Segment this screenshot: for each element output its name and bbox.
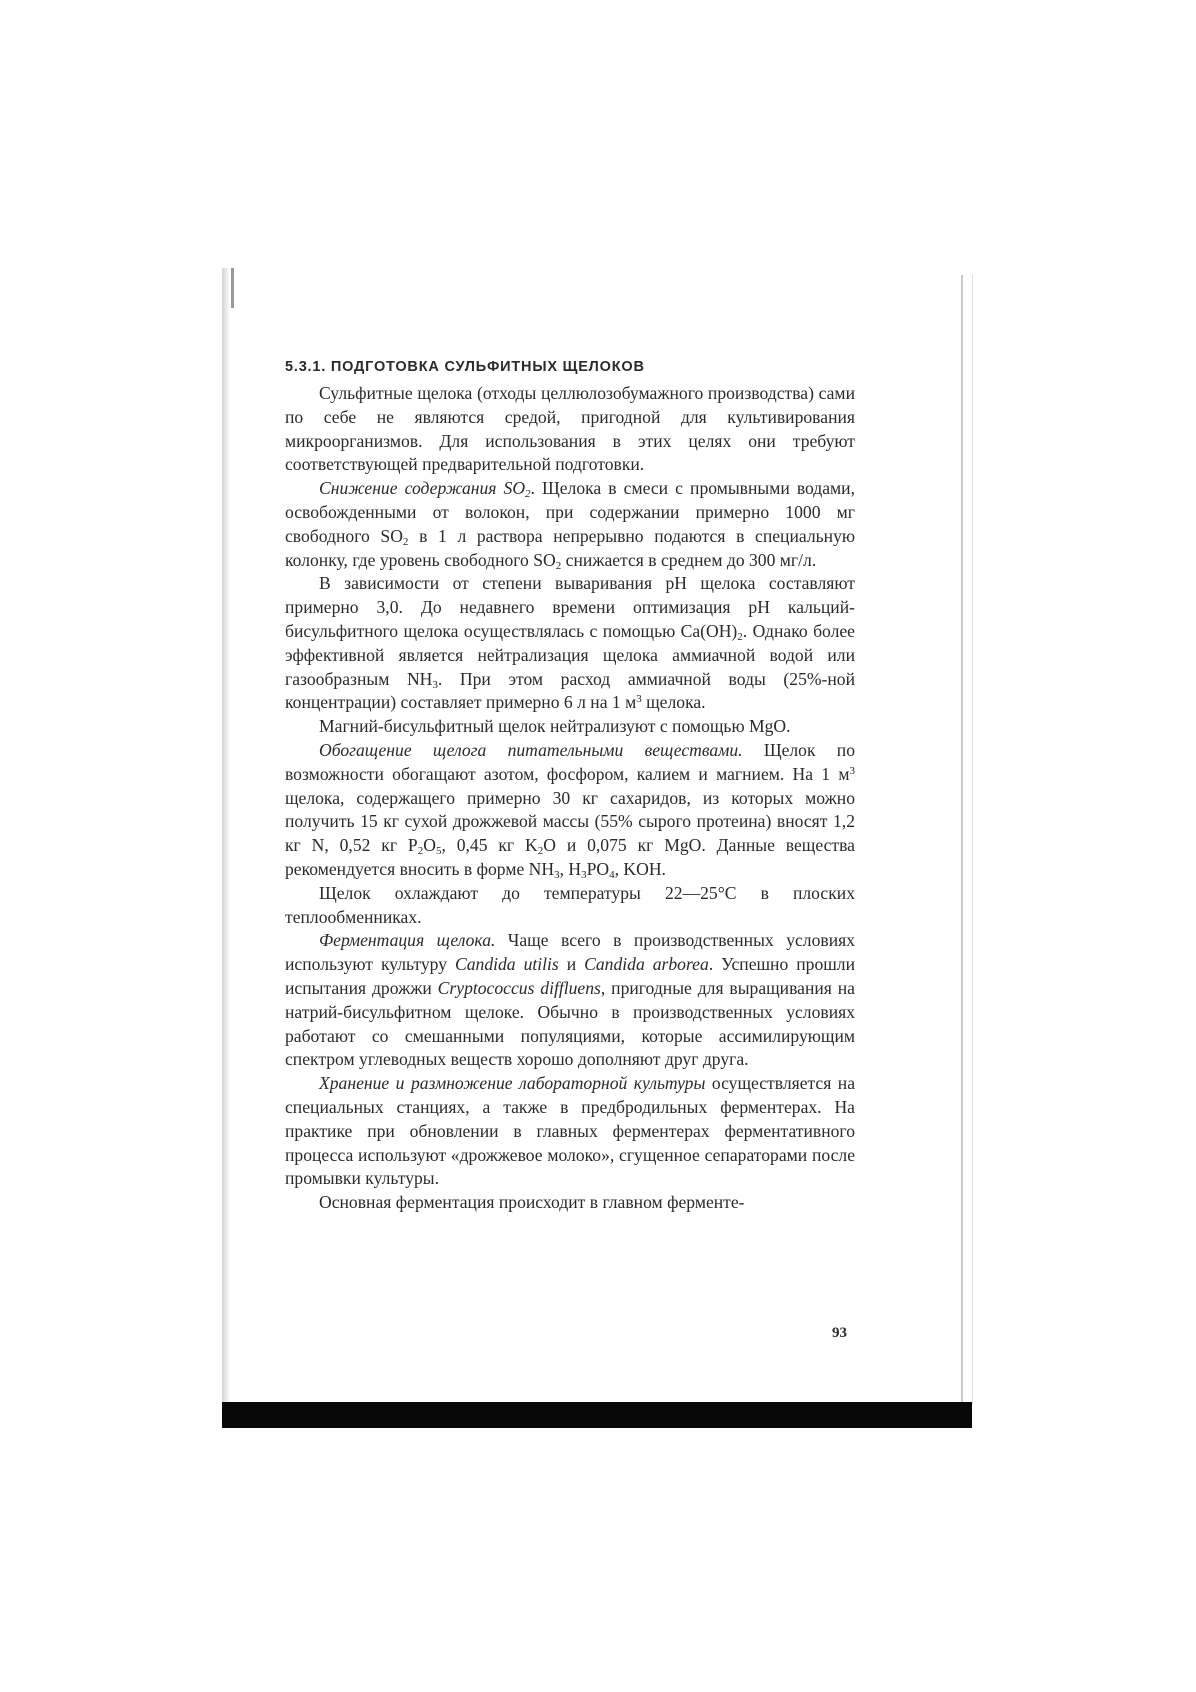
subscript: 2	[555, 559, 562, 572]
species-name: Candida utilis	[455, 954, 559, 975]
paragraph-intro: Сульфитные щелока (отходы целлюлозобумажного производства) сами по себе не являются средой, пригодной для культивирования микроорганизмов. Для использования в этих целях они требуют соответствующей предварительной подготовки.	[285, 383, 855, 475]
page-body	[285, 355, 855, 1215]
text-run: Чаще всего в производственных условиях используют культуру	[285, 930, 855, 975]
text-run: . При этом расход аммиачной воды (25%-ной концентрации) составляет примерно 6 л на 1 м	[285, 668, 856, 713]
text-run: O	[423, 835, 436, 856]
paragraph-ph-neutralization	[285, 572, 855, 715]
subscript: 3	[432, 678, 438, 691]
subscript: 3	[581, 868, 587, 881]
scan-left-edge-mark	[231, 268, 234, 308]
species-name: Cryptococcus diffluens	[437, 977, 601, 998]
subscript: 4	[609, 868, 615, 881]
text-run: , 0,45 кг K	[441, 835, 538, 856]
subscript: 2	[402, 535, 409, 548]
text-run: . Однако более эффективной является нейтрализация щелока аммиачной водой или газообразным NH	[285, 620, 855, 689]
subscript: 2	[737, 630, 743, 643]
text-run: . Щелока в смеси с промывными водами, освобожденными от волокон, при содержании примерно 1000 мг свободного SO	[285, 478, 855, 546]
text-run: O и 0,075 кг MgO. Данные вещества рекомендуется вносить в форме NH	[285, 835, 855, 879]
subsection-title-fermentation: Ферментация щелока.	[319, 930, 496, 951]
text-run: осуществляется на специальных станциях, а также в предбродильных ферментерах. На практике при обновлении в главных ферментерах ферментативного процесса используют «дрожжевое молоко», сгущенное сепараторами после промывки культуры.	[285, 1073, 855, 1189]
subscript: 3	[554, 868, 560, 881]
scan-bottom-border	[222, 1402, 972, 1428]
subscript: 5	[435, 845, 442, 858]
subsection-title-so2	[319, 478, 531, 501]
page-number: 93	[832, 1325, 847, 1341]
text-run: щелока.	[641, 692, 706, 713]
paragraph-so2-reduction	[285, 477, 855, 572]
paragraph-nutrient-enrichment	[285, 739, 855, 882]
subscript: 2	[537, 845, 544, 858]
paragraph-fermentation	[285, 929, 855, 1072]
superscript: 3	[636, 693, 642, 706]
paragraph-culture-storage	[285, 1072, 855, 1191]
scan-right-edge-line-outer	[972, 275, 973, 1405]
paragraph-cooling: Щелок охлаждают до температуры 22—25°C в плоских теплообменниках.	[285, 882, 855, 927]
text-run: щелока, содержащего примерно 30 кг сахаридов, из которых можно получить 15 кг сухой дрожжевой массы (55% сырого протеина) вносят 1,2 кг N, 0,52 кг P	[285, 787, 855, 856]
subsection-title-storage: Хранение и размножение лабораторной культуры	[319, 1073, 706, 1094]
text-run: , H	[559, 858, 582, 879]
scan-left-edge-shadow	[222, 268, 230, 1408]
text-run: снижается в среднем до 300 мг/л.	[561, 549, 817, 570]
scan-right-edge-line	[961, 275, 963, 1405]
species-name: Candida arborea	[584, 954, 709, 975]
text-run: PO	[586, 858, 610, 879]
subsection-title-so2-text: Снижение содержания SO	[319, 478, 526, 499]
text-run: . Успешно прошли испытания дрожжи	[285, 954, 855, 998]
text-run: в 1 л раствора непрерывно подаются в специальную колонку, где уровень свободного SO	[285, 525, 856, 570]
paragraph-main-fermentation: Основная ферментация происходит в главном ферменте-	[319, 1192, 745, 1213]
text-run: , пригодные для выращивания на натрий-бисульфитном щелоке. Обычно в производственных условиях работают со смешанными популяциями, которые ассимилирующим спектром углеводных веществ хорошо дополняют друг друга.	[285, 977, 855, 1070]
section-heading: 5.3.1. ПОДГОТОВКА СУЛЬФИТНЫХ ЩЕЛОКОВ	[285, 359, 645, 375]
text-run: В зависимости от степени вываривания pH щелока составляют примерно 3,0. До недавнего времени оптимизация pH кальций-бисульфитного щелока осуществлялась с помощью Ca(OH)	[285, 573, 855, 641]
superscript: 3	[849, 764, 855, 777]
paragraph-magnesium: Магний-бисульфитный щелок нейтрализуют с помощью MgO.	[319, 716, 791, 737]
subsection-title-enrichment: Обогащение щелога питательными веществами.	[319, 739, 743, 760]
subscript: 2	[525, 488, 531, 501]
text-run: , KOH.	[614, 858, 666, 879]
subscript: 2	[417, 845, 424, 858]
text-run: и	[558, 954, 585, 975]
text-run: Щелок по возможности обогащают азотом, фосфором, калием и магнием. На 1 м	[285, 739, 855, 784]
